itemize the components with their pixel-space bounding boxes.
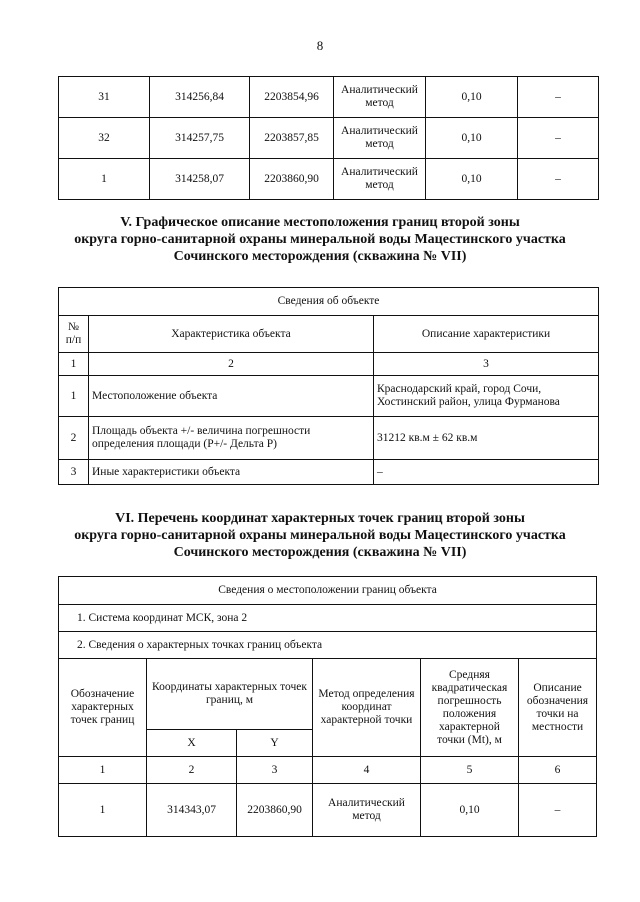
table-caption: Сведения о местоположении границ объекта [59,577,597,605]
table-row [59,417,599,460]
row-number: 3 [59,460,89,485]
column-number: 1 [59,353,89,376]
coord-x: 314257,75 [150,118,250,159]
column-number: 5 [421,757,519,784]
accuracy: 0,10 [426,77,518,118]
section-5-heading [20,214,620,265]
point-number: 31 [59,77,150,118]
table-row [59,77,599,118]
column-header-description: Описание обозначения точки на местности [519,659,597,757]
column-header-description: Описание характеристики [374,316,599,353]
coordinate-system: 1. Система координат МСК, зона 2 [59,605,597,632]
point-number: 1 [59,159,150,200]
characteristic-value: – [374,460,599,485]
row-number: 2 [59,417,89,460]
page-number: 8 [316,38,324,53]
column-number: 3 [237,757,313,784]
method: Аналитический метод [334,77,426,118]
coord-y: 2203857,85 [250,118,334,159]
section-6-heading [20,510,620,561]
section-5-heading-line: округа горно-санитарной охраны минеральной воды Мацестинского участка [74,232,566,247]
section-5-heading-line: Сочинского месторождения (скважина № VII) [173,249,467,264]
table-header-row [59,659,597,730]
column-number: 1 [59,757,147,784]
accuracy: 0,10 [421,784,519,837]
point-number: 1 [59,784,147,837]
method: Аналитический метод [334,118,426,159]
point-description: – [518,118,599,159]
method: Аналитический метод [334,159,426,200]
table-caption-row [59,577,597,605]
coordinates-continuation-table [58,76,599,200]
method: Аналитический метод [313,784,421,837]
table-row [59,118,599,159]
section-6-heading-line: Сочинского месторождения (скважина № VII) [173,545,467,560]
column-number: 2 [89,353,374,376]
characteristic-name: Местоположение объекта [89,376,374,417]
column-number: 6 [519,757,597,784]
column-number: 3 [374,353,599,376]
object-info-table [58,287,599,485]
table-row [59,460,599,485]
table-row [59,784,597,837]
point-description: – [518,159,599,200]
coord-x: 314258,07 [150,159,250,200]
column-number: 2 [147,757,237,784]
table-caption-row [59,288,599,316]
boundary-points-table [58,576,597,837]
column-header-coordinates: Координаты характерных точек границ, м [147,659,313,730]
table-header-row [59,316,599,353]
column-header-characteristic: Характеристика объекта [89,316,374,353]
table-caption: Сведения об объекте [59,288,599,316]
characteristic-value: 31212 кв.м ± 62 кв.м [374,417,599,460]
section-6-heading-line: округа горно-санитарной охраны минеральной воды Мацестинского участка [74,528,566,543]
points-caption-row [59,632,597,659]
coord-x: 314256,84 [150,77,250,118]
section-5-heading-line: V. Графическое описание местоположения границ второй зоны [120,215,520,230]
column-header-method: Метод определения координат характерной точки [313,659,421,757]
characteristic-name: Иные характеристики объекта [89,460,374,485]
point-description: – [518,77,599,118]
section-6-heading-line: VI. Перечень координат характерных точек границ второй зоны [115,511,525,526]
column-header-accuracy: Средняя квадратическая погрешность положения характерной точки (Mt), м [421,659,519,757]
point-number: 32 [59,118,150,159]
coordinate-system-row [59,605,597,632]
accuracy: 0,10 [426,159,518,200]
table-row [59,376,599,417]
column-numbers-row [59,757,597,784]
column-numbers-row [59,353,599,376]
accuracy: 0,10 [426,118,518,159]
coord-x: 314343,07 [147,784,237,837]
column-header-x: X [147,730,237,757]
characteristic-name: Площадь объекта +/- величина погрешности определения площади (Р+/- Дельта Р) [89,417,374,460]
table-row [59,159,599,200]
coord-y: 2203860,90 [237,784,313,837]
coord-y: 2203854,96 [250,77,334,118]
coord-y: 2203860,90 [250,159,334,200]
column-header-y: Y [237,730,313,757]
column-header-designation: Обозначение характерных точек границ [59,659,147,757]
column-header-number: № п/п [59,316,89,353]
column-number: 4 [313,757,421,784]
characteristic-value: Краснодарский край, город Сочи, Хостинский район, улица Фурманова [374,376,599,417]
point-description: – [519,784,597,837]
row-number: 1 [59,376,89,417]
points-caption: 2. Сведения о характерных точках границ объекта [59,632,597,659]
